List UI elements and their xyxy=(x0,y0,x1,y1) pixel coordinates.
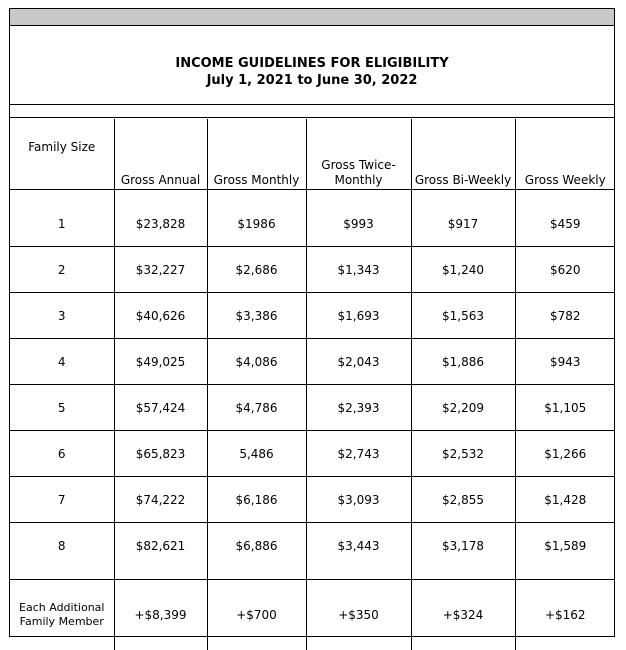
table-cell: $65,823 xyxy=(114,431,207,477)
table-cell: +$350 xyxy=(306,580,411,650)
guidelines-document xyxy=(9,8,615,637)
table-cell: $993 xyxy=(306,201,411,247)
table-cell: 2 xyxy=(10,247,114,293)
table-row xyxy=(10,247,615,293)
table-cell: $74,222 xyxy=(114,477,207,523)
table-cell: 1 xyxy=(10,201,114,247)
table-cell: $1,240 xyxy=(411,247,515,293)
document-title: INCOME GUIDELINES FOR ELIGIBILITY xyxy=(10,56,614,71)
table-cell: $32,227 xyxy=(114,247,207,293)
column-header: Gross Twice-Monthly xyxy=(306,119,411,190)
table-cell: $6,886 xyxy=(207,523,306,569)
table-cell: $1,266 xyxy=(515,431,615,477)
divider xyxy=(10,104,614,105)
table-row xyxy=(10,431,615,477)
table-cell: $2,043 xyxy=(306,339,411,385)
table-cell: $2,532 xyxy=(411,431,515,477)
table-row xyxy=(10,293,615,339)
table-cell: 4 xyxy=(10,339,114,385)
table-row xyxy=(10,385,615,431)
table-cell: $1,105 xyxy=(515,385,615,431)
table-cell: 5,486 xyxy=(207,431,306,477)
table-cell: $1,343 xyxy=(306,247,411,293)
table-cell: $3,386 xyxy=(207,293,306,339)
table-cell: $2,686 xyxy=(207,247,306,293)
table-cell: $3,443 xyxy=(306,523,411,569)
table-cell: 7 xyxy=(10,477,114,523)
table-cell: +$8,399 xyxy=(114,580,207,650)
table-cell: 8 xyxy=(10,523,114,569)
table-cell: $2,209 xyxy=(411,385,515,431)
column-header: Gross Monthly xyxy=(207,119,306,190)
table-cell: $3,093 xyxy=(306,477,411,523)
table-cell: $620 xyxy=(515,247,615,293)
table-cell: $1986 xyxy=(207,201,306,247)
table-cell: +$324 xyxy=(411,580,515,650)
table-cell: $4,086 xyxy=(207,339,306,385)
table-cell: $4,786 xyxy=(207,385,306,431)
table-cell: $459 xyxy=(515,201,615,247)
table-cell: $1,428 xyxy=(515,477,615,523)
table-cell: $2,743 xyxy=(306,431,411,477)
column-header: Family Size xyxy=(10,119,114,190)
table-cell: $2,393 xyxy=(306,385,411,431)
spacer-row xyxy=(10,190,615,202)
divider xyxy=(10,117,614,118)
table-row xyxy=(10,201,615,247)
additional-member-row xyxy=(10,580,615,650)
table-cell: $943 xyxy=(515,339,615,385)
title-box xyxy=(10,26,614,104)
table-cell: $40,626 xyxy=(114,293,207,339)
table-cell: 6 xyxy=(10,431,114,477)
table-cell: $782 xyxy=(515,293,615,339)
table-cell: $2,855 xyxy=(411,477,515,523)
table-cell: $917 xyxy=(411,201,515,247)
spacer-row xyxy=(10,568,615,580)
header-bar xyxy=(10,9,614,26)
table-cell: $1,693 xyxy=(306,293,411,339)
column-header: Gross Bi-Weekly xyxy=(411,119,515,190)
table-row xyxy=(10,477,615,523)
column-header: Gross Annual xyxy=(114,119,207,190)
table-cell: +$700 xyxy=(207,580,306,650)
column-header: Gross Weekly xyxy=(515,119,615,190)
table-cell: $3,178 xyxy=(411,523,515,569)
table-cell: $6,186 xyxy=(207,477,306,523)
income-table xyxy=(10,119,615,650)
table-cell: $49,025 xyxy=(114,339,207,385)
table-cell: $1,589 xyxy=(515,523,615,569)
table-cell: $57,424 xyxy=(114,385,207,431)
table-cell: 5 xyxy=(10,385,114,431)
table-cell: $23,828 xyxy=(114,201,207,247)
table-row xyxy=(10,339,615,385)
table-cell: 3 xyxy=(10,293,114,339)
table-row xyxy=(10,523,615,569)
table-cell: $1,886 xyxy=(411,339,515,385)
table-cell: +$162 xyxy=(515,580,615,650)
table-cell: $1,563 xyxy=(411,293,515,339)
table-cell: Each Additional Family Member xyxy=(10,580,114,650)
table-cell: $82,621 xyxy=(114,523,207,569)
date-range: July 1, 2021 to June 30, 2022 xyxy=(10,73,614,88)
header-row xyxy=(10,119,615,190)
